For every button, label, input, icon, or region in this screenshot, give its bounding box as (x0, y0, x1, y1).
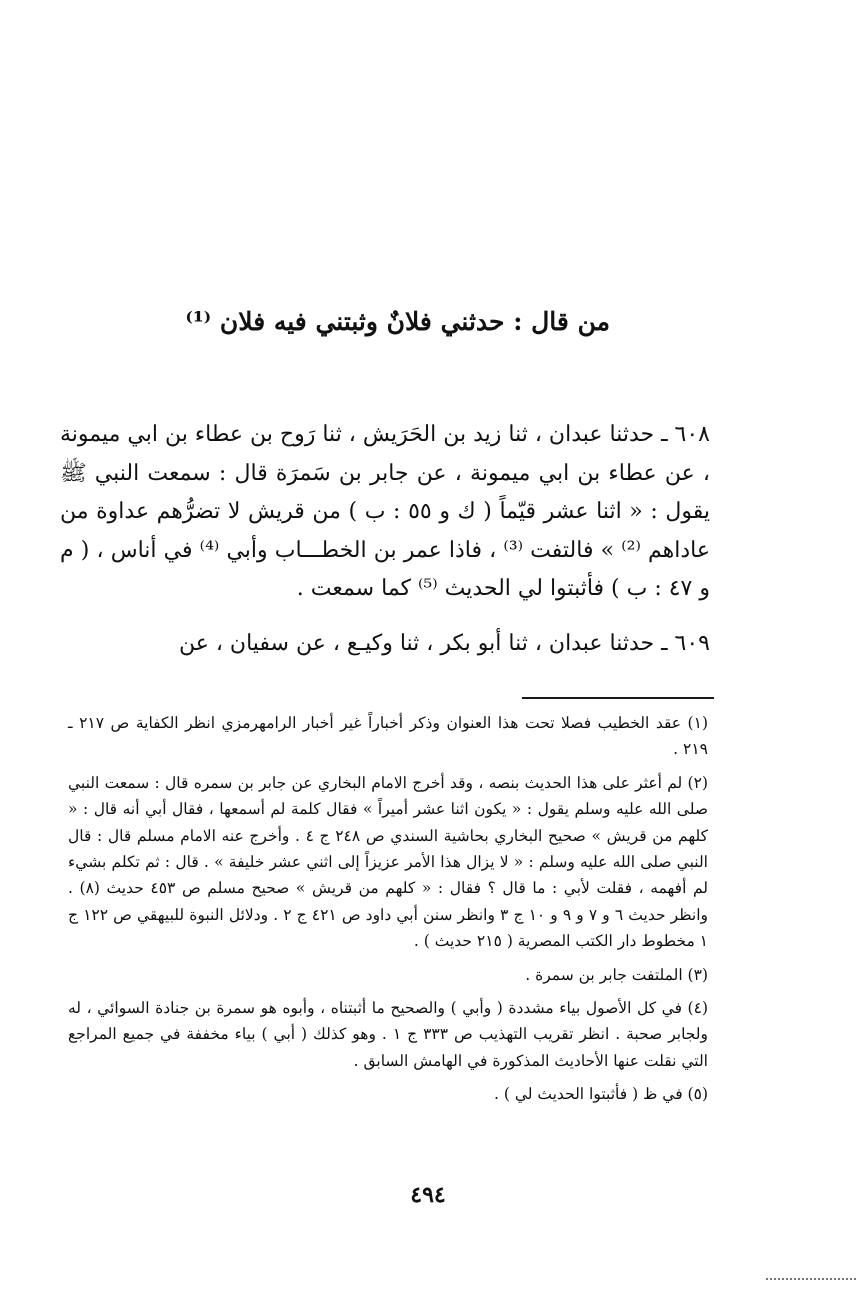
section-heading: من قال : حدثني فلانٌ وثبتني فيه فلان ⁽¹⁾ (185, 307, 610, 336)
scan-edge-mark (766, 1278, 856, 1282)
footnote-1: (١) عقد الخطيب فصلا تحت هذا العنوان وذكر أخباراً غير أخبار الرامهرمزي انظر الكفاية ص ٢١٧ ـ ٢١٩ . (68, 714, 708, 759)
footnote-5: (٥) في ظ ( فأثبتوا الحديث لي ) . (494, 1085, 708, 1104)
main-text (60, 416, 710, 679)
footnote-3: (٣) الملتفت جابر بن سمرة . (525, 965, 708, 984)
hadith-608: ٦٠٨ ـ حدثنا عبدان ، ثنا زيد بن الحَرَيش ، ثنا رَوح بن عطاء بن ابي ميمونة ، عن عطاء بن ابي ميمونة ، عن جابر بن سَمرَة قال : سمعت النبي ﷺ يقول : « اثنا عشر قيّماً ( ك و ٥٥ : ب ) من قريش لا تضرُّهم عداوة من عاداهم ⁽²⁾ » فالتفت ⁽³⁾ ، فاذا عمر بن الخطـــاب وأبي ⁽⁴⁾ في أناس ، ( م و ٤٧ : ب ) فأثبتوا لي الحديث ⁽⁵⁾ كما سمعت . (59, 422, 710, 601)
footnote-4: (٤) في كل الأصول بياء مشددة ( وأبي ) والصحيح ما أثبتناه ، وأبوه هو سمرة بن جنادة السوائي ، له ولجابر صحبة . انظر تقريب التهذيب ص ٣٣٣ ج ١ . وهو كذلك ( أبي ) بياء مخففة في جميع المراجع التي نقلت عنها الأحاديث المذكورة في الهامش السابق . (68, 999, 708, 1070)
footnote-2: (٢) لم أعثر على هذا الحديث بنصه ، وقد أخرج الامام البخاري عن جابر بن سمره قال : سمعت النبي صلى الله عليه وسلم يقول : « يكون اثنا عشر أميراً » فقال كلمة لم أسمعها ، فقال أبي أنه قال : « كلهم من قريش » صحيح البخاري بحاشية السندي ص ٢٤٨ ج ٤ . وأخرج عنه الامام مسلم قال : قال النبي صلى الله عليه وسلم : « لا يزال هذا الأمر عزيزاً إلى اثني عشر خليفة » . قال : ثم تكلم بشيء لم أفهمه ، فقلت لأبي : ما قال ؟ فقال : « كلهم من قريش » صحيح مسلم ص ٤٥٣ حديث (٨) . وانظر حديث ٦ و ٧ و ٩ و ١٠ ج ٣ وانظر سنن أبي داود ص ٤٢١ ج ٢ . ودلائل النبوة للبيهقي ص ١٢٢ ج ١ مخطوط دار الكتب المصرية ( ٢١٥ حديث ) . (68, 773, 709, 951)
page-number: ٤٩٤ (410, 1182, 446, 1208)
hadith-609: ٦٠٩ ـ حدثنا عبدان ، ثنا أبو بكر ، ثنا وكيـع ، عن سفيان ، عن (178, 630, 710, 656)
footnote-divider (522, 697, 714, 699)
footnotes (68, 710, 708, 1115)
